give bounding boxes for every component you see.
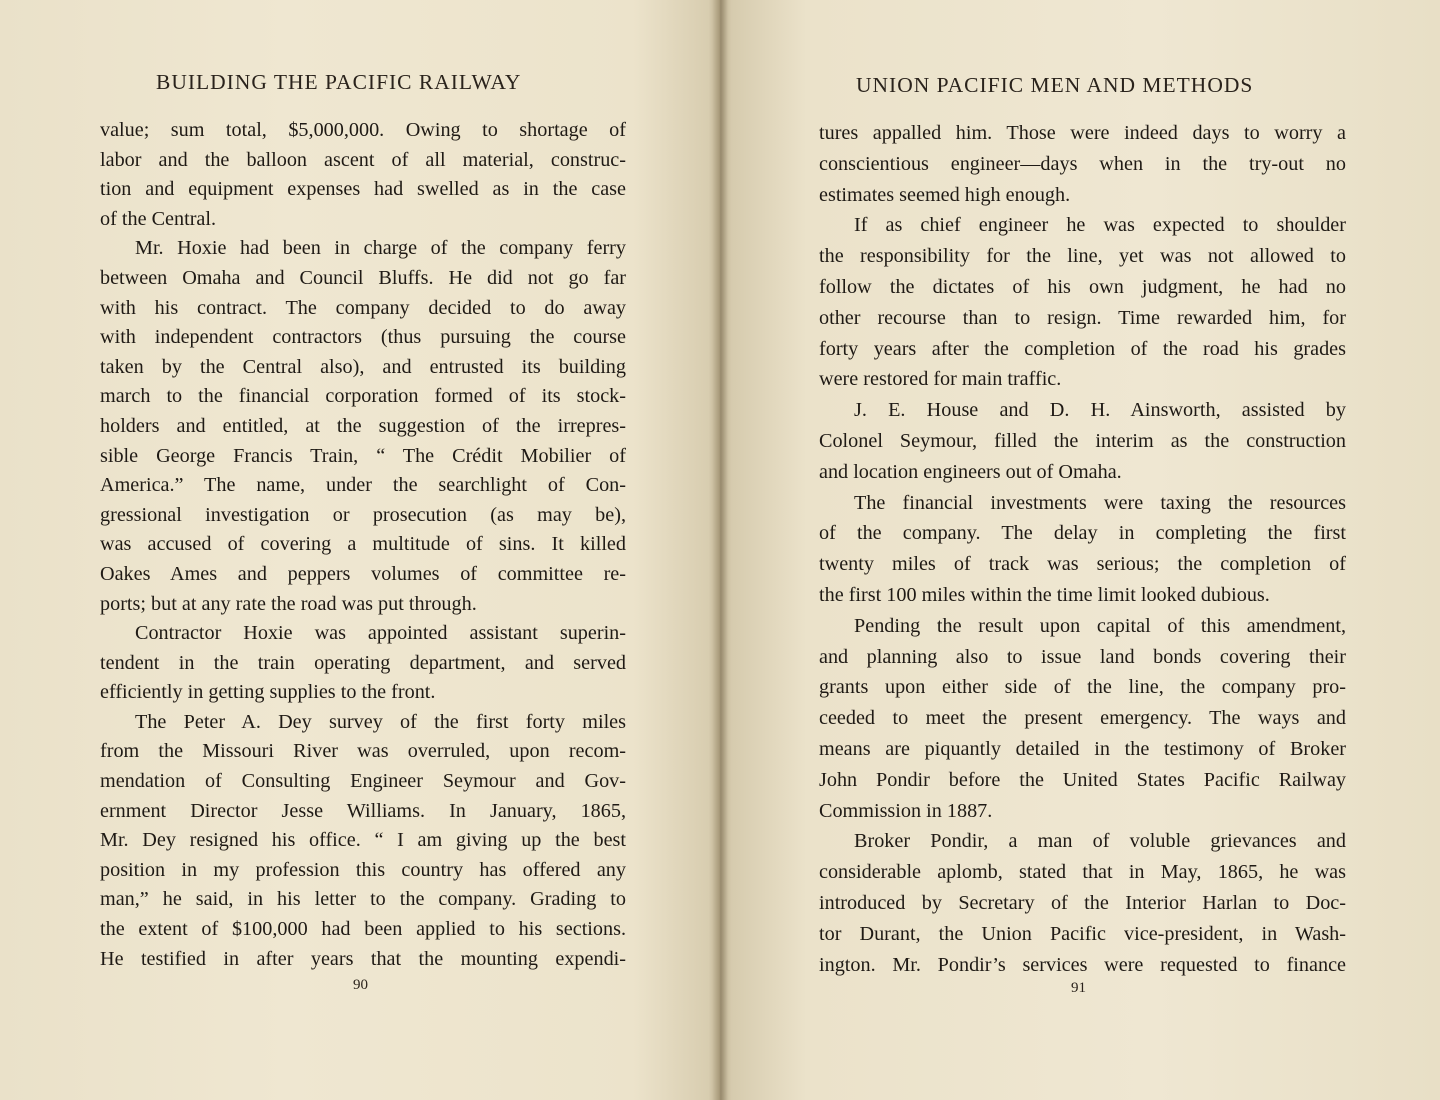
text-line: was accused of covering a multitude of sins. It killed: [100, 533, 626, 556]
text-line: He testified in after years that the mounting expendi-: [100, 947, 626, 970]
text-line: twenty miles of track was serious; the completion of: [819, 553, 1346, 576]
right-page-text: [819, 118, 1346, 980]
text-line: from the Missouri River was overruled, upon recom-: [100, 740, 626, 763]
text-line: Oakes Ames and peppers volumes of committee re-: [100, 562, 626, 585]
text-line: ington. Mr. Pondir’s services were requested to finance: [819, 953, 1346, 976]
text-line: tures appalled him. Those were indeed days to worry a: [819, 122, 1346, 144]
text-line: holders and entitled, at the suggestion of the irrepres-: [100, 414, 626, 437]
text-line: tion and equipment expenses had swelled as in the case: [100, 178, 626, 201]
running-head-left: BUILDING THE PACIFIC RAILWAY: [156, 70, 522, 94]
text-line: man,” he said, in his letter to the company. Grading to: [100, 888, 626, 911]
text-line: Contractor Hoxie was appointed assistant superin-: [135, 622, 626, 645]
text-line: forty years after the completion of the road his grades: [819, 337, 1346, 360]
text-line: other recourse than to resign. Time rewarded him, for: [819, 306, 1346, 329]
text-line: If as chief engineer he was expected to shoulder: [854, 214, 1346, 237]
text-line: introduced by Secretary of the Interior Harlan to Doc-: [819, 891, 1346, 914]
text-line: the responsibility for the line, yet was not allowed to: [819, 245, 1346, 268]
left-page: [0, 0, 719, 1100]
text-line: J. E. House and D. H. Ainsworth, assisted by: [854, 399, 1346, 422]
text-line: follow the dictates of his own judgment, he had no: [819, 275, 1346, 298]
text-line: gressional investigation or prosecution (as may be),: [100, 503, 626, 526]
text-line: considerable aplomb, stated that in May, 1865, he was: [819, 861, 1346, 884]
text-line: with independent contractors (thus pursuing the course: [100, 326, 626, 349]
running-head-right: UNION PACIFIC MEN AND METHODS: [856, 73, 1254, 97]
text-line: mendation of Consulting Engineer Seymour and Gov-: [100, 770, 626, 793]
text-line: labor and the balloon ascent of all material, construc-: [100, 148, 626, 171]
text-line: ernment Director Jesse Williams. In January, 1865,: [100, 799, 626, 822]
text-line: taken by the Central also), and entrusted its building: [100, 355, 626, 378]
text-line: of the company. The delay in completing the first: [819, 522, 1346, 545]
page-number-left: 90: [353, 977, 368, 993]
text-line: Broker Pondir, a man of voluble grievances and: [854, 830, 1346, 853]
text-line: between Omaha and Council Bluffs. He did not go far: [100, 266, 626, 289]
left-page-text: [100, 116, 626, 974]
text-line: grants upon either side of the line, the company pro-: [819, 676, 1346, 699]
text-line: value; sum total, $5,000,000. Owing to shortage of: [100, 119, 626, 141]
text-line: tendent in the train operating department, and served: [100, 651, 626, 674]
text-line: conscientious engineer—days when in the try-out no: [819, 152, 1346, 175]
text-line: were restored for main traffic.: [819, 368, 1062, 391]
text-line: Pending the result upon capital of this amendment,: [854, 614, 1346, 637]
text-line: America.” The name, under the searchlight of Con-: [100, 474, 626, 497]
text-line: Mr. Hoxie had been in charge of the company ferry: [135, 237, 626, 260]
text-line: John Pondir before the United States Pacific Railway: [819, 768, 1346, 791]
text-line: Commission in 1887.: [819, 799, 993, 822]
page-number-right: 91: [1071, 980, 1086, 996]
text-line: and planning also to issue land bonds covering their: [819, 645, 1346, 668]
text-line: The financial investments were taxing the resources: [854, 491, 1346, 514]
text-line: ports; but at any rate the road was put through.: [100, 592, 477, 615]
text-line: efficiently in getting supplies to the front.: [100, 681, 436, 704]
text-line: of the Central.: [100, 207, 217, 230]
text-line: The Peter A. Dey survey of the first forty miles: [135, 710, 626, 733]
text-line: Colonel Seymour, filled the interim as the construction: [819, 429, 1346, 452]
text-line: march to the financial corporation formed of its stock-: [100, 385, 626, 408]
text-line: means are piquantly detailed in the testimony of Broker: [819, 737, 1346, 760]
text-line: the extent of $100,000 had been applied to his sections.: [100, 918, 626, 941]
text-line: with his contract. The company decided to do away: [100, 296, 626, 319]
text-line: sible George Francis Train, “ The Crédit Mobilier of: [100, 444, 626, 467]
text-line: ceeded to meet the present emergency. The ways and: [819, 707, 1346, 730]
text-line: position in my profession this country has offered any: [100, 858, 626, 881]
text-line: and location engineers out of Omaha.: [819, 460, 1122, 483]
right-page: [721, 0, 1440, 1100]
text-line: estimates seemed high enough.: [819, 183, 1071, 206]
text-line: Mr. Dey resigned his office. “ I am giving up the best: [100, 829, 626, 852]
text-line: tor Durant, the Union Pacific vice-president, in Wash-: [819, 922, 1346, 945]
text-line: the first 100 miles within the time limit looked dubious.: [819, 583, 1270, 606]
